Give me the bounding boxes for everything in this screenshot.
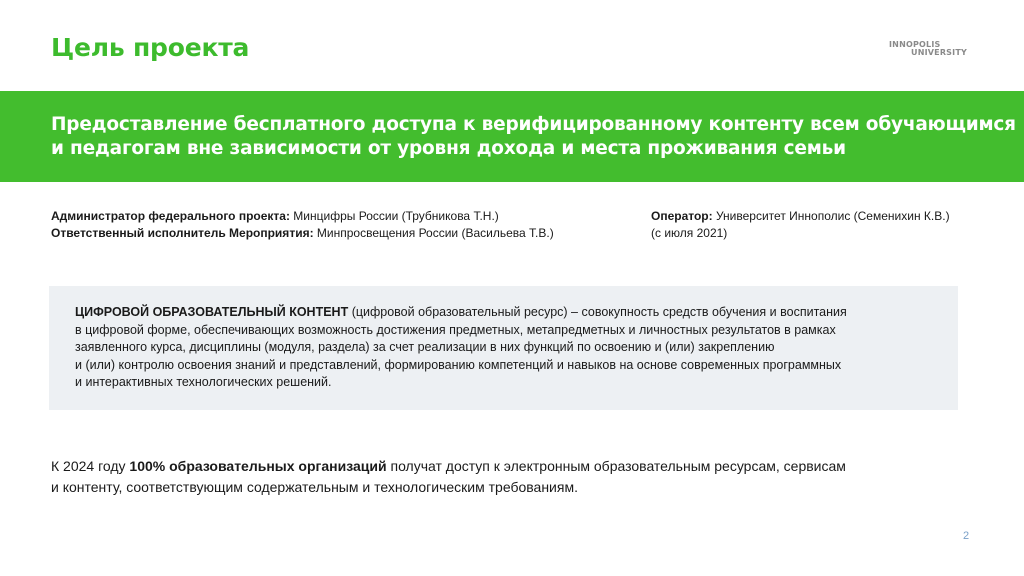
goal-line-2: и контенту, соответствующим содержательным и технологическим требованиям. [51, 479, 578, 495]
executor-row [51, 225, 631, 242]
operator-date: (с июля 2021) [651, 226, 728, 240]
goal-statement [51, 456, 951, 498]
definition-line-3: заявленного курса, дисциплины (модуля, раздела) за счет реализации в них функций по освоению и (или) закреплению [75, 340, 775, 354]
definition-box [49, 286, 958, 410]
logo-line-1: INNOPOLIS [889, 40, 941, 49]
executor-value: Минпросвещения России (Васильева Т.В.) [313, 226, 554, 240]
banner-line-2: и педагогам вне зависимости от уровня дохода и места проживания семьи [51, 138, 846, 159]
operator-row [651, 208, 981, 225]
goal-prefix: К 2024 году [51, 458, 130, 474]
definition-line-1 [75, 304, 934, 322]
administrator-label: Администратор федерального проекта: [51, 209, 290, 223]
operator-info [651, 208, 981, 242]
goal-highlight: 100% образовательных организаций [129, 458, 387, 474]
goal-banner [0, 91, 1024, 182]
definition-line-2: в цифровой форме, обеспечивающих возможность достижения предметных, метапредметных и личностных результатов в рамках [75, 322, 836, 337]
goal-line-1 [51, 456, 951, 477]
innopolis-university-logo [889, 40, 973, 60]
logo-line-2: UNIVERSITY [911, 48, 967, 57]
definition-line-5: и интерактивных технологических решений. [75, 375, 332, 389]
goal-suffix: получат доступ к электронным образовательным ресурсам, сервисам [386, 458, 846, 474]
page-number: 2 [963, 530, 970, 542]
responsible-parties [51, 208, 631, 242]
definition-line-4: и (или) контролю освоения знаний и представлений, формированию компетенций и навыков на основе современных программных [75, 357, 842, 372]
administrator-value: Минцифры России (Трубникова Т.Н.) [289, 209, 499, 223]
executor-label: Ответственный исполнитель Мероприятия: [51, 226, 314, 240]
operator-value: Университет Иннополис (Семенихин К.В.) [712, 209, 950, 223]
slide-title: Цель проекта [51, 33, 250, 62]
banner-text [51, 113, 1016, 161]
definition-term: ЦИФРОВОЙ ОБРАЗОВАТЕЛЬНЫЙ КОНТЕНТ [75, 305, 349, 319]
definition-line-1-text: (цифровой образовательный ресурс) – совокупность средств обучения и воспитания [348, 305, 847, 319]
operator-label: Оператор: [651, 209, 713, 223]
banner-line-1: Предоставление бесплатного доступа к верифицированному контенту всем обучающимся [51, 114, 1016, 135]
administrator-row [51, 208, 631, 225]
